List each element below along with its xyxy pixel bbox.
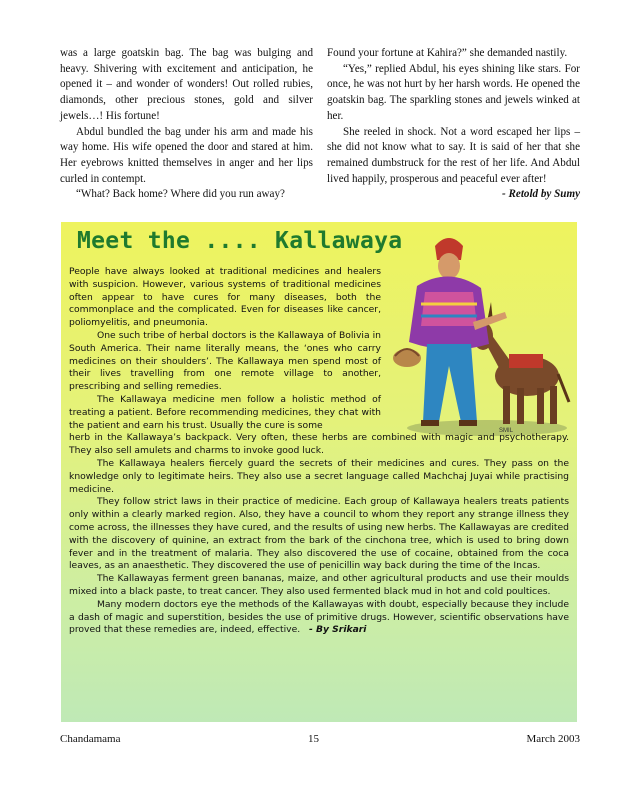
illustrator-signature: SMIL <box>499 428 514 434</box>
story-paragraph: Found your fortune at Kahira?” she demanded nastily. <box>327 47 568 59</box>
story-column-left <box>60 46 313 203</box>
feature-paragraph: One such tribe of herbal doctors is the Kallawaya of Bolivia in South America. Their name literally means, the ‘ones who carry medicines on their shoulders’. The Kallawaya men spend most of their lives travelling from one remote village to another, prescribing and selling remedies. <box>69 329 381 393</box>
story-paragraph: “What? Back home? Where did you run away? <box>76 188 285 201</box>
feature-paragraph: The Kallawaya medicine men follow a holistic method of treating a patient. Before recommending medicines, they chat with the patient and earn his trust. Usually the cure is some <box>69 393 381 431</box>
feature-paragraph: The Kallawayas ferment green bananas, maize, and other agricultural products and use their moulds mixed into a black paste, to treat cancer. They also used fermented black mud in hot and cold poultices. <box>69 573 569 597</box>
story-continuation <box>60 46 580 203</box>
footer-issue-date: March 2003 <box>526 733 580 745</box>
story-paragraph: was a large goatskin bag. The bag was bulging and heavy. Shivering with excitement and anticipation, he opened it – and wonder of wonders! Out rolled rubies, diamonds, other precious stones, gold and silver jewels…! His fortune! <box>60 47 313 122</box>
footer-magazine-name: Chandamama <box>60 733 121 745</box>
story-paragraph: Abdul bundled the bag under his arm and made his way home. His wife opened the door and stared at him. Her eyebrows knitted themselves in anger and her lips curled in contempt. <box>60 125 313 185</box>
footer-page-number: 15 <box>308 733 319 745</box>
feature-paragraph: The Kallawaya healers fiercely guard the secrets of their medicines and cures. They pass on the knowledge only to legitimate heirs. They also use a secret language called Machchaj Juyai while practising medicine. <box>69 457 569 495</box>
story-signature: - Retold by Sumy <box>502 188 580 201</box>
feature-paragraph: People have always looked at traditional medicines and healers with suspicion. However, various systems of traditional medicines often appear to have cures for many diseases, both the commonplace and the complicated. Even for diseases like cancer, poliomyelitis, and pneumonia. <box>69 266 381 329</box>
feature-text <box>69 266 569 637</box>
story-paragraph: “Yes,” replied Abdul, his eyes shining like stars. For once, he was not hurt by her harsh words. He opened the goatskin bag. The sparkling stones and jewels winked at her. <box>327 62 580 122</box>
story-column-right <box>327 46 580 203</box>
feature-paragraph <box>69 599 569 637</box>
story-paragraph: She reeled in shock. Not a word escaped her lips – she did not know what to say. It is said of her that she remained dumbstruck for the rest of her life. And Abdul lived happily, prosperous and peaceful ever after! <box>327 125 580 185</box>
feature-byline: - By Srikari <box>308 624 367 636</box>
feature-title: Meet the .... Kallawaya <box>77 228 403 254</box>
feature-paragraph: They follow strict laws in their practice of medicine. Each group of Kallawaya healers treats patients only within a clearly marked region. Also, they have a council to whom they report any strange illness they come across, the illnesses they have cured, and the results of using new herbs. The Kallawayas are credited with the discovery of quinine, an extract from the bark of the cinchona tree, which is used to bring down fever and in the treatment of malaria. They also discovered the use of cocaine, obtained from the coca leaves, as an anaesthetic. They discovered the use of penicillin way back during the time of the Incas. <box>69 496 569 572</box>
feature-paragraph: herb in the Kallawaya’s backpack. Very often, these herbs are combined with magic and psychotherapy. They also sell amulets and charms to invoke good luck. <box>69 432 569 457</box>
feature-box <box>61 222 577 722</box>
feature-last-paragraph-text: Many modern doctors eye the methods of the Kallawayas with doubt, especially because they include a dash of magic and superstition, besides the use of primitive drugs. However, scientific observations have proved that these remedies are, indeed, effective. <box>69 598 569 636</box>
